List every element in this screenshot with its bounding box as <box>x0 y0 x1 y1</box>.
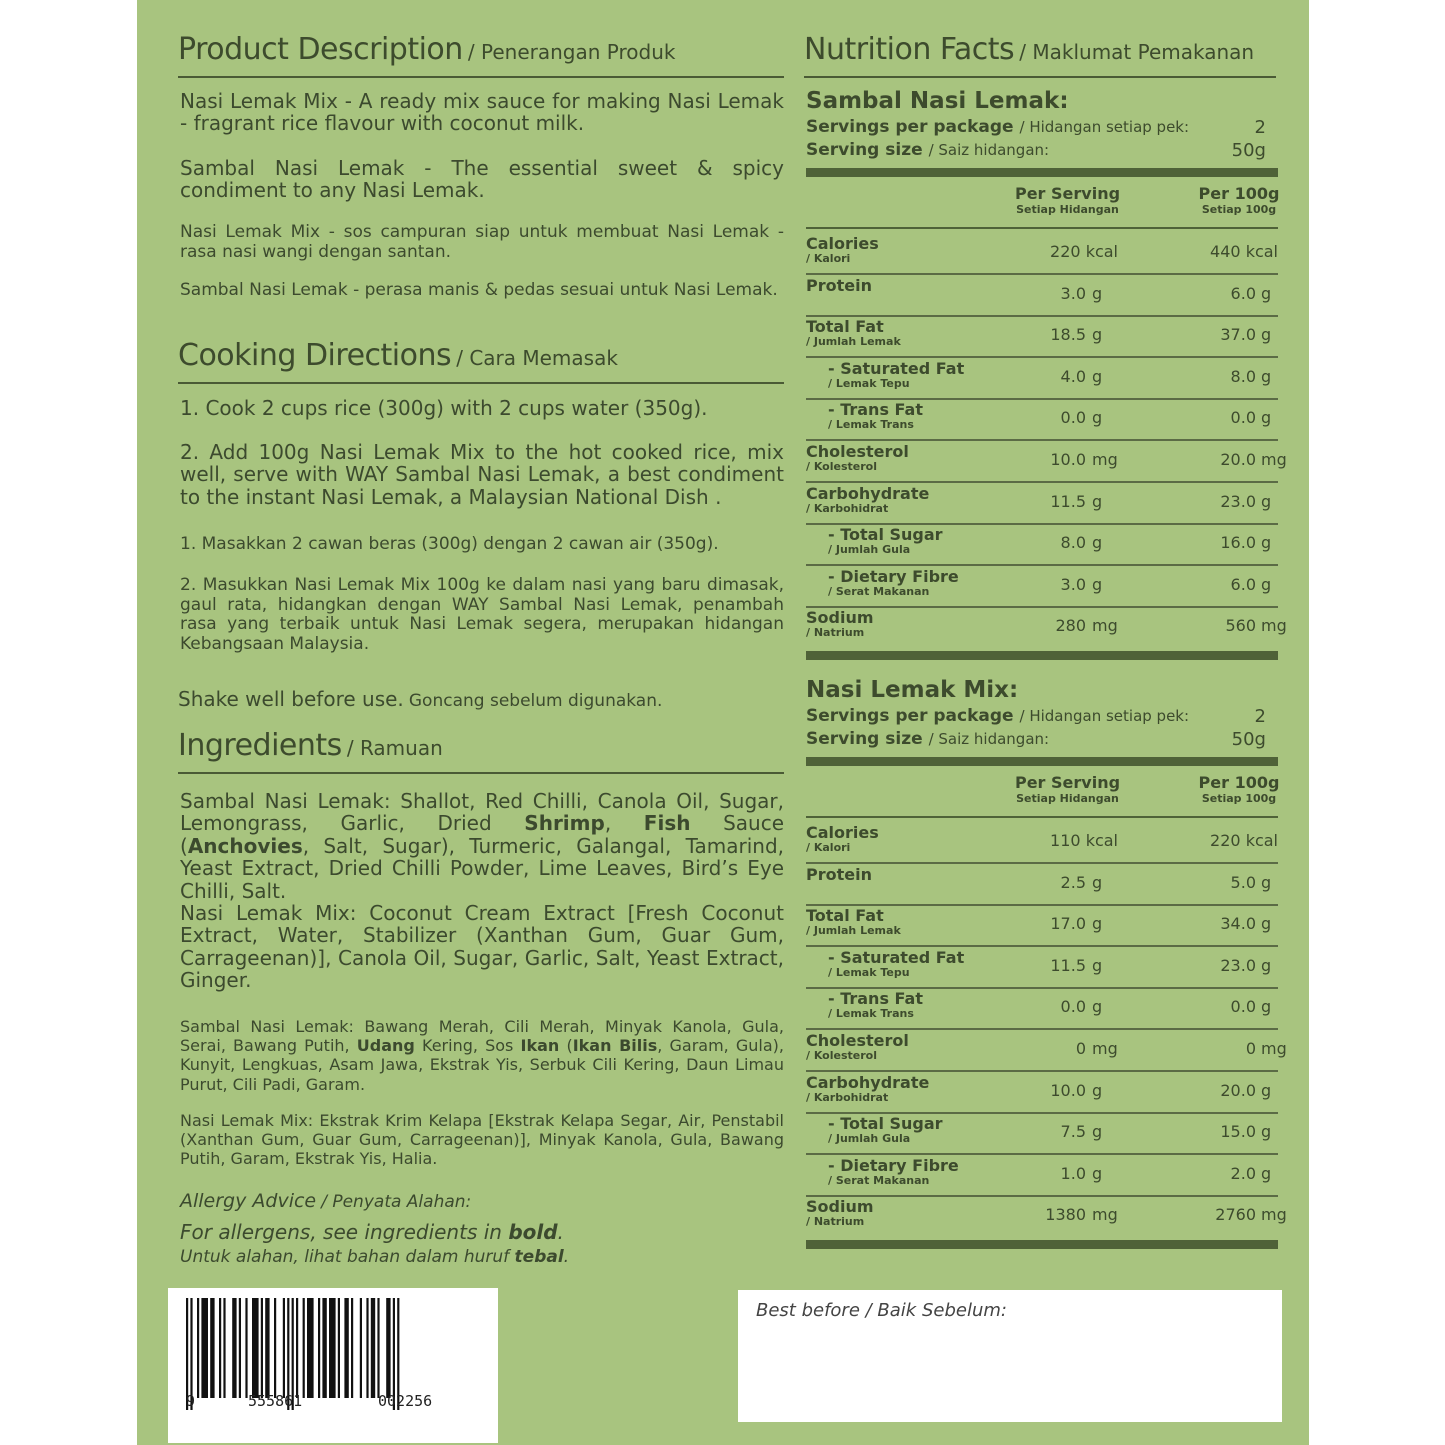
unit-per-serving: g <box>1092 408 1103 428</box>
value-per-serving: 3.0 <box>1060 574 1086 594</box>
unit-per-serving: mg <box>1092 1039 1118 1058</box>
nutrient-name: Protein <box>806 275 872 295</box>
cooking-step-en-2: 2. Add 100g Nasi Lemak Mix to the hot cooked rice, mix well, serve with WAY Sambal Nasi Lemak, a best condiment to the instant Nasi Lemak, a Malaysian National Dish . <box>180 440 784 509</box>
serving-size: Serving size / Saiz hidangan: 50g <box>806 729 1266 750</box>
servings-per-package: Servings per package / Hidangan setiap pek: 2 <box>806 117 1266 138</box>
nutrient-row <box>806 820 1278 864</box>
value-per-serving: 1380 <box>1045 1205 1086 1225</box>
unit-per-100g: mg <box>1261 450 1287 469</box>
nutrient-row <box>806 231 1278 275</box>
value-per-serving: 11.5 <box>1050 955 1086 975</box>
unit-per-serving: g <box>1092 1163 1103 1183</box>
barcode-bar <box>366 1298 368 1398</box>
col-per-serving: Per Serving Setiap Hidangan <box>1014 184 1121 216</box>
ingredients-heading: Ingredients / Ramuan <box>178 728 784 774</box>
unit-per-100g: mg <box>1261 1039 1287 1058</box>
barcode-bar <box>318 1298 320 1398</box>
nutrient-name: Cholesterol / Kolesterol <box>806 442 909 473</box>
nutrient-row <box>806 564 1278 608</box>
unit-per-serving: g <box>1092 366 1103 386</box>
unit-per-serving: g <box>1092 872 1103 892</box>
allergy-en: For allergens, see ingredients in bold. <box>180 1220 564 1244</box>
divider-thick-bottom <box>806 651 1278 660</box>
barcode-bar <box>274 1298 276 1398</box>
nutrient-row <box>806 862 1278 906</box>
product-description-heading: Product Description / Penerangan Produk <box>178 32 784 78</box>
nutrient-name: - Dietary Fibre / Serat Makanan <box>828 566 959 598</box>
value-per-100g: 5.0 <box>1230 872 1256 892</box>
barcode-bar <box>252 1298 259 1398</box>
unit-per-serving: g <box>1092 325 1103 345</box>
allergen-text: Ikan <box>520 1036 560 1056</box>
unit-per-100g: g <box>1261 872 1272 892</box>
unit-per-serving: g <box>1092 1080 1103 1100</box>
barcode-bar <box>360 1298 362 1398</box>
unit-per-serving: g <box>1092 997 1103 1017</box>
value-per-serving: 8.0 <box>1060 533 1086 553</box>
unit-per-100g: g <box>1261 574 1272 594</box>
value-per-100g: 220 kcal <box>1210 831 1278 850</box>
allergy-heading: Allergy Advice / Penyata Alahan: <box>180 1190 472 1212</box>
allergen-text: Ikan Bilis <box>572 1036 658 1056</box>
nutrient-name: - Saturated Fat / Lemak Tepu <box>828 358 965 390</box>
nutrient-row <box>806 314 1278 358</box>
unit-per-100g: g <box>1261 1122 1272 1142</box>
barcode-bar <box>329 1298 336 1398</box>
unit-per-serving: g <box>1092 283 1103 303</box>
nutrient-name: Total Fat / Jumlah Lemak <box>806 317 901 349</box>
nutrient-row <box>806 273 1278 317</box>
unit-per-100g: mg <box>1261 616 1287 636</box>
col-per-100g: Per 100g Setiap 100g <box>1198 773 1280 805</box>
barcode-bar <box>210 1298 214 1398</box>
nutrient-name: - Total Sugar / Jumlah Gula <box>828 525 943 557</box>
barcode-bar <box>377 1298 379 1398</box>
barcode-bar <box>261 1298 263 1398</box>
value-per-100g: 6.0 <box>1230 283 1256 303</box>
value-per-100g: 34.0 <box>1220 914 1256 934</box>
value-per-100g: 560 <box>1225 616 1256 636</box>
value-per-100g: 20.0 <box>1220 1080 1256 1100</box>
nutrient-row <box>806 1070 1278 1114</box>
value-per-serving: 3.0 <box>1060 283 1086 303</box>
nutrition-table-title: Nasi Lemak Mix: <box>806 677 1019 703</box>
allergen-text: Shrimp <box>524 811 605 836</box>
ingredient-text: Sambal Nasi Lemak: Shallot, Red Chilli, Canola Oil, Sugar, Lemongrass, Garlic, Dried <box>180 789 784 836</box>
unit-per-serving: g <box>1092 955 1103 975</box>
barcode-bar <box>219 1298 221 1398</box>
nutrient-row <box>806 522 1278 566</box>
barcode-bar <box>386 1298 390 1398</box>
nutrient-name: Carbohydrate / Karbohidrat <box>806 483 930 515</box>
nutrient-row <box>806 439 1287 483</box>
allergen-text: Fish <box>643 811 691 836</box>
value-per-serving: 220 kcal <box>1050 242 1118 261</box>
value-per-100g: 23.0 <box>1220 955 1256 975</box>
barcode-bar <box>265 1298 269 1398</box>
description-ms-2: Sambal Nasi Lemak - perasa manis & pedas sesuai untuk Nasi Lemak. <box>180 280 778 300</box>
allergen-text: Udang <box>356 1036 415 1056</box>
barcode-bar <box>245 1298 247 1398</box>
ingredient-text: Kering, Sos <box>414 1036 521 1056</box>
nutrient-name: Carbohydrate / Karbohidrat <box>806 1072 930 1104</box>
nutrition-table-title: Sambal Nasi Lemak: <box>806 88 1069 114</box>
nutrient-name: - Total Sugar / Jumlah Gula <box>828 1114 943 1146</box>
unit-per-100g: g <box>1261 325 1272 345</box>
value-per-serving: 7.5 <box>1060 1122 1086 1142</box>
nutrient-row <box>806 605 1287 647</box>
barcode-bar <box>351 1298 353 1398</box>
nutrient-row <box>806 1111 1278 1155</box>
best-before-box <box>738 1290 1282 1422</box>
nutrient-row <box>806 945 1278 989</box>
barcode-bar <box>232 1298 236 1398</box>
unit-per-100g: g <box>1261 1163 1272 1183</box>
nutrient-row <box>806 481 1278 525</box>
value-per-100g: 23.0 <box>1220 491 1256 511</box>
servings-per-package: Servings per package / Hidangan setiap pek: 2 <box>806 706 1266 727</box>
barcode-digit-lead: 9 <box>186 1392 196 1410</box>
nutrient-name: - Dietary Fibre / Serat Makanan <box>828 1155 959 1187</box>
nutrient-row <box>806 1194 1287 1236</box>
unit-per-serving: g <box>1092 1122 1103 1142</box>
value-per-serving: 10.0 <box>1050 1080 1086 1100</box>
divider <box>806 227 1278 229</box>
nutrient-name: Calories / Kalori <box>806 823 879 854</box>
nutrient-row <box>806 1153 1278 1197</box>
value-per-serving: 1.0 <box>1060 1163 1086 1183</box>
ingredients-ms-sambal <box>180 1017 784 1094</box>
ingredient-text: Sambal Nasi Lemak: Bawang Merah, Cili Merah, Minyak Kanola, Gula, Serai, Bawang Putih, <box>180 1017 784 1056</box>
value-per-serving: 110 kcal <box>1050 831 1118 850</box>
value-per-serving: 18.5 <box>1050 325 1086 345</box>
unit-per-serving: g <box>1092 491 1103 511</box>
shake-note: Shake well before use. Goncang sebelum digunakan. <box>178 687 663 711</box>
nutrient-row <box>806 903 1278 947</box>
cooking-step-ms-2: 2. Masukkan Nasi Lemak Mix 100g ke dalam nasi yang baru dimasak, gaul rata, hidangkan dengan WAY Sambal Nasi Lemak, penambah rasa yang terbaik untuk Nasi Lemak segera, merupakan hidangan Kebangsaan Malaysia. <box>180 575 784 655</box>
value-per-100g: 16.0 <box>1220 533 1256 553</box>
nutrient-name: Sodium / Natrium <box>806 608 874 640</box>
barcode-bar <box>307 1298 314 1398</box>
unit-per-serving: mg <box>1092 616 1118 636</box>
nutrient-name: Total Fat / Jumlah Lemak <box>806 906 901 938</box>
value-per-100g: 2760 <box>1215 1205 1256 1225</box>
ingredients-en-sambal <box>180 790 784 902</box>
divider-thick-bottom <box>806 1240 1278 1249</box>
barcode-digits-right: 002256 <box>378 1392 433 1410</box>
value-per-serving: 0.0 <box>1060 997 1086 1017</box>
nutrient-row <box>806 1028 1287 1072</box>
unit-per-100g: g <box>1261 997 1272 1017</box>
nutrition-facts-heading: Nutrition Facts / Maklumat Pemakanan <box>804 32 1276 78</box>
value-per-100g: 37.0 <box>1220 325 1256 345</box>
ingredient-text: , <box>604 811 644 836</box>
value-per-100g: 20.0 <box>1220 450 1256 469</box>
allergy-ms: Untuk alahan, lihat bahan dalam huruf tebal. <box>180 1247 570 1267</box>
value-per-serving: 4.0 <box>1060 366 1086 386</box>
nutrient-name: Sodium / Natrium <box>806 1197 874 1229</box>
unit-per-100g: g <box>1261 914 1272 934</box>
nutrient-name: - Trans Fat / Lemak Trans <box>828 400 923 432</box>
value-per-serving: 11.5 <box>1050 491 1086 511</box>
cooking-step-en-1: 1. Cook 2 cups rice (300g) with 2 cups water (350g). <box>180 396 708 420</box>
unit-per-100g: g <box>1261 955 1272 975</box>
divider-thick <box>806 168 1278 177</box>
unit-per-100g: g <box>1261 366 1272 386</box>
divider-thick <box>806 757 1278 766</box>
value-per-serving: 0.0 <box>1060 408 1086 428</box>
value-per-serving: 280 <box>1055 616 1086 636</box>
barcode-bar <box>322 1298 326 1398</box>
barcode-bar <box>296 1298 298 1398</box>
nutrient-row <box>806 986 1278 1030</box>
col-per-100g: Per 100g Setiap 100g <box>1198 184 1280 216</box>
unit-per-100g: g <box>1261 491 1272 511</box>
unit-per-100g: g <box>1261 533 1272 553</box>
description-en-1: Nasi Lemak Mix - A ready mix sauce for making Nasi Lemak - fragrant rice flavour with coconut milk. <box>180 89 784 136</box>
description-en-2: Sambal Nasi Lemak - The essential sweet & spicy condiment to any Nasi Lemak. <box>180 156 784 203</box>
barcode-bar <box>283 1298 285 1398</box>
unit-per-100g: g <box>1261 1080 1272 1100</box>
value-per-serving: 10.0 <box>1050 450 1086 469</box>
barcode-bar <box>344 1298 348 1398</box>
value-per-100g: 0 <box>1245 1039 1256 1058</box>
nutrient-row <box>806 397 1278 441</box>
value-per-100g: 15.0 <box>1220 1122 1256 1142</box>
unit-per-serving: mg <box>1092 450 1118 469</box>
barcode-bar <box>303 1298 305 1398</box>
unit-per-serving: g <box>1092 914 1103 934</box>
ingredients-en-mix: Nasi Lemak Mix: Coconut Cream Extract [Fresh Coconut Extract, Water, Stabilizer (Xanthan Gum, Guar Gum, Carrageenan)], Canola Oil, Sugar, Garlic, Salt, Yeast Extract, Ginger. <box>180 901 784 993</box>
unit-per-serving: g <box>1092 574 1103 594</box>
value-per-serving: 0 <box>1075 1039 1086 1058</box>
barcode-bar <box>223 1298 225 1398</box>
value-per-serving: 17.0 <box>1050 914 1086 934</box>
value-per-100g: 0.0 <box>1230 408 1256 428</box>
barcode-bar <box>371 1298 375 1398</box>
nutrient-row <box>806 356 1278 400</box>
nutrient-name: - Trans Fat / Lemak Trans <box>828 989 923 1021</box>
barcode-bar <box>201 1298 208 1398</box>
nutrient-name: Calories / Kalori <box>806 234 879 265</box>
unit-per-100g: g <box>1261 283 1272 303</box>
ingredient-text: Sauce ( <box>180 811 784 858</box>
value-per-100g: 2.0 <box>1230 1163 1256 1183</box>
value-per-100g: 0.0 <box>1230 997 1256 1017</box>
nutrient-name: Protein <box>806 864 872 884</box>
serving-size: Serving size / Saiz hidangan: 50g <box>806 140 1266 161</box>
barcode <box>168 1288 498 1443</box>
barcode-bar <box>338 1298 340 1398</box>
barcode-bar <box>197 1298 199 1398</box>
ingredient-text: , Garam, Gula), Kunyit, Lengkuas, Asam Jawa, Ekstrak Yis, Serbuk Cili Kering, Daun Limau Purut, Cili Padi, Garam. <box>180 1036 785 1094</box>
nutrient-name: Cholesterol / Kolesterol <box>806 1031 909 1062</box>
ingredient-text: , Salt, Sugar), Turmeric, Galangal, Tamarind, Yeast Extract, Dried Chilli Powder, Lime Leaves, Bird’s Eye Chilli, Salt. <box>180 833 784 903</box>
ingredients-ms-mix: Nasi Lemak Mix: Ekstrak Krim Kelapa [Ekstrak Kelapa Segar, Air, Penstabil (Xanthan Gum, Guar Gum, Carrageenan)], Minyak Kanola, Gula, Bawang Putih, Garam, Ekstrak Yis, Halia. <box>180 1111 784 1169</box>
value-per-100g: 440 kcal <box>1210 242 1278 261</box>
unit-per-serving: g <box>1092 533 1103 553</box>
ingredient-text: ( <box>559 1036 573 1056</box>
unit-per-100g: mg <box>1261 1205 1287 1225</box>
value-per-100g: 6.0 <box>1230 574 1256 594</box>
cooking-directions-heading: Cooking Directions / Cara Memasak <box>178 338 784 384</box>
cooking-step-ms-1: 1. Masakkan 2 cawan beras (300g) dengan 2 cawan air (350g). <box>180 534 719 554</box>
best-before-label: Best before / Baik Sebelum: <box>756 1300 1007 1321</box>
nutrient-name: - Saturated Fat / Lemak Tepu <box>828 947 965 979</box>
unit-per-100g: g <box>1261 408 1272 428</box>
value-per-serving: 2.5 <box>1060 872 1086 892</box>
unit-per-serving: mg <box>1092 1205 1118 1225</box>
description-ms-1: Nasi Lemak Mix - sos campuran siap untuk membuat Nasi Lemak - rasa nasi wangi dengan santan. <box>180 222 784 262</box>
allergen-text: Anchovies <box>187 833 303 858</box>
col-per-serving: Per Serving Setiap Hidangan <box>1014 773 1121 805</box>
barcode-bar <box>239 1298 241 1398</box>
divider <box>806 816 1278 818</box>
value-per-100g: 8.0 <box>1230 366 1256 386</box>
barcode-digits-left: 555861 <box>248 1392 303 1410</box>
